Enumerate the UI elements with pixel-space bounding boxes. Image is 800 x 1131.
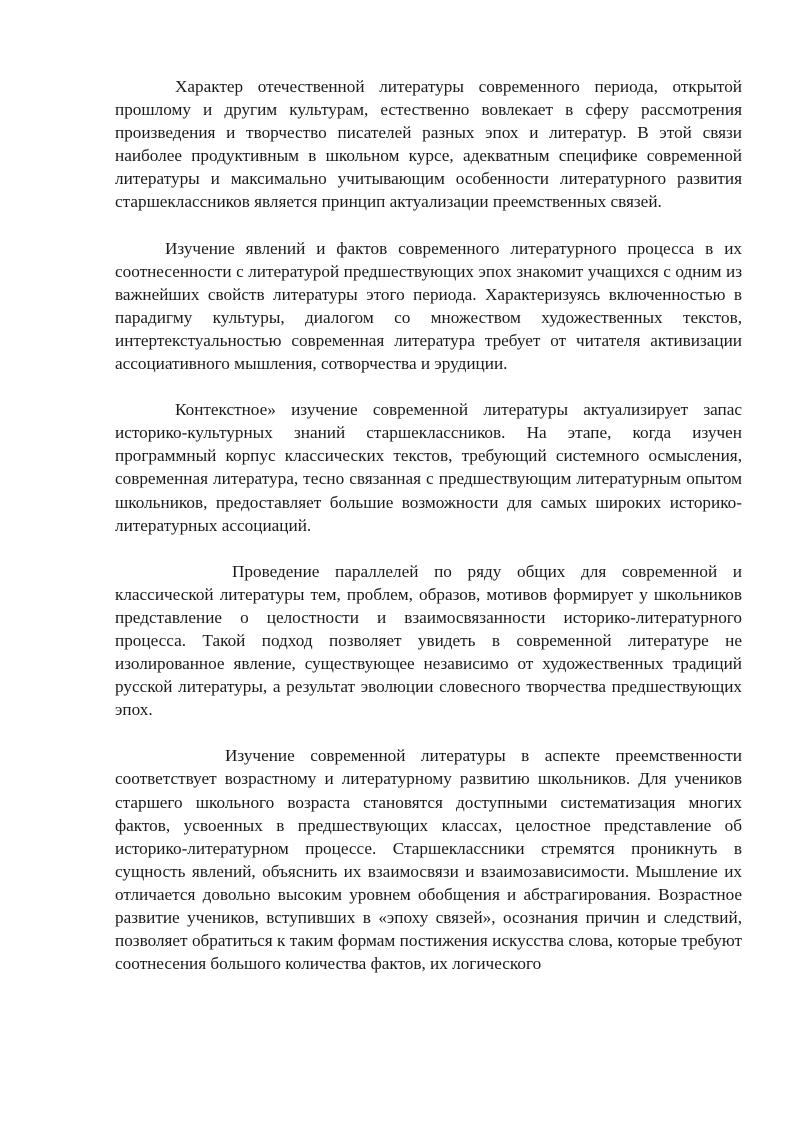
paragraph-4: Проведение параллелей по ряду общих для современной и классической литературы тем, проблем, образов, мотивов формирует у школьников представление о целостности и взаимосвязанности историко-литературного процесса. Такой подход позволяет увидеть в современной литературе не изолированное явление, существующее независимо от художественных традиций русской литературы, а результат эволюции словесного творчества предшествующих эпох. [115,561,742,720]
paragraph-3: Контекстное» изучение современной литературы актуализирует запас историко-культурных знаний старшеклассников. На этапе, когда изучен программный корпус классических текстов, требующий системного осмысления, современная литература, тесно связанная с предшествующим литературным опытом школьников, предоставляет большие возможности для самых широких историко-литературных ассоциаций. [115,400,742,535]
paragraph-2: Изучение явлений и фактов современного литературного процесса в их соотнесенности с литературой предшествующих эпох знакомит учащихся с одним из важнейших свойств литературы этого периода. Характеризуясь включенностью в парадигму культуры, диалогом со множеством художественных текстов, интертекстуальностью современная литература требует от читателя активизации ассоциативного мышления, сотворчества и эрудиции. [115,238,742,374]
paragraph-1: Характер отечественной литературы современного периода, открытой прошлому и другим культурам, естественно вовлекает в сферу рассмотрения произведения и творчество писателей разных эпох и литератур. В этой связи наиболее продуктивным в школьном курсе, адекватным специфике современной литературы и максимально учитывающим особенности литературного развития старшеклассников является принцип актуализации преемственных связей. [115,77,742,212]
paragraph-5: Изучение современной литературы в аспекте преемственности соответствует возрастному и литературному развитию школьников. Для учеников старшего школьного возраста становятся доступными систематизация многих фактов, усвоенных в предшествующих классах, целостное представление об историко-литературном процессе. Старшеклассники стремятся проникнуть в сущность явлений, объяснить их взаимосвязи и взаимозависимости. Мышление их отличается довольно высоким уровнем обобщения и абстрагирования. Возрастное развитие учеников, вступивших в «эпоху связей», осознания причин и следствий, позволяет обратиться к таким формам постижения искусства слова, которые требуют соотнесения большого количества фактов, их логического [115,746,742,974]
document-body [115,75,742,998]
